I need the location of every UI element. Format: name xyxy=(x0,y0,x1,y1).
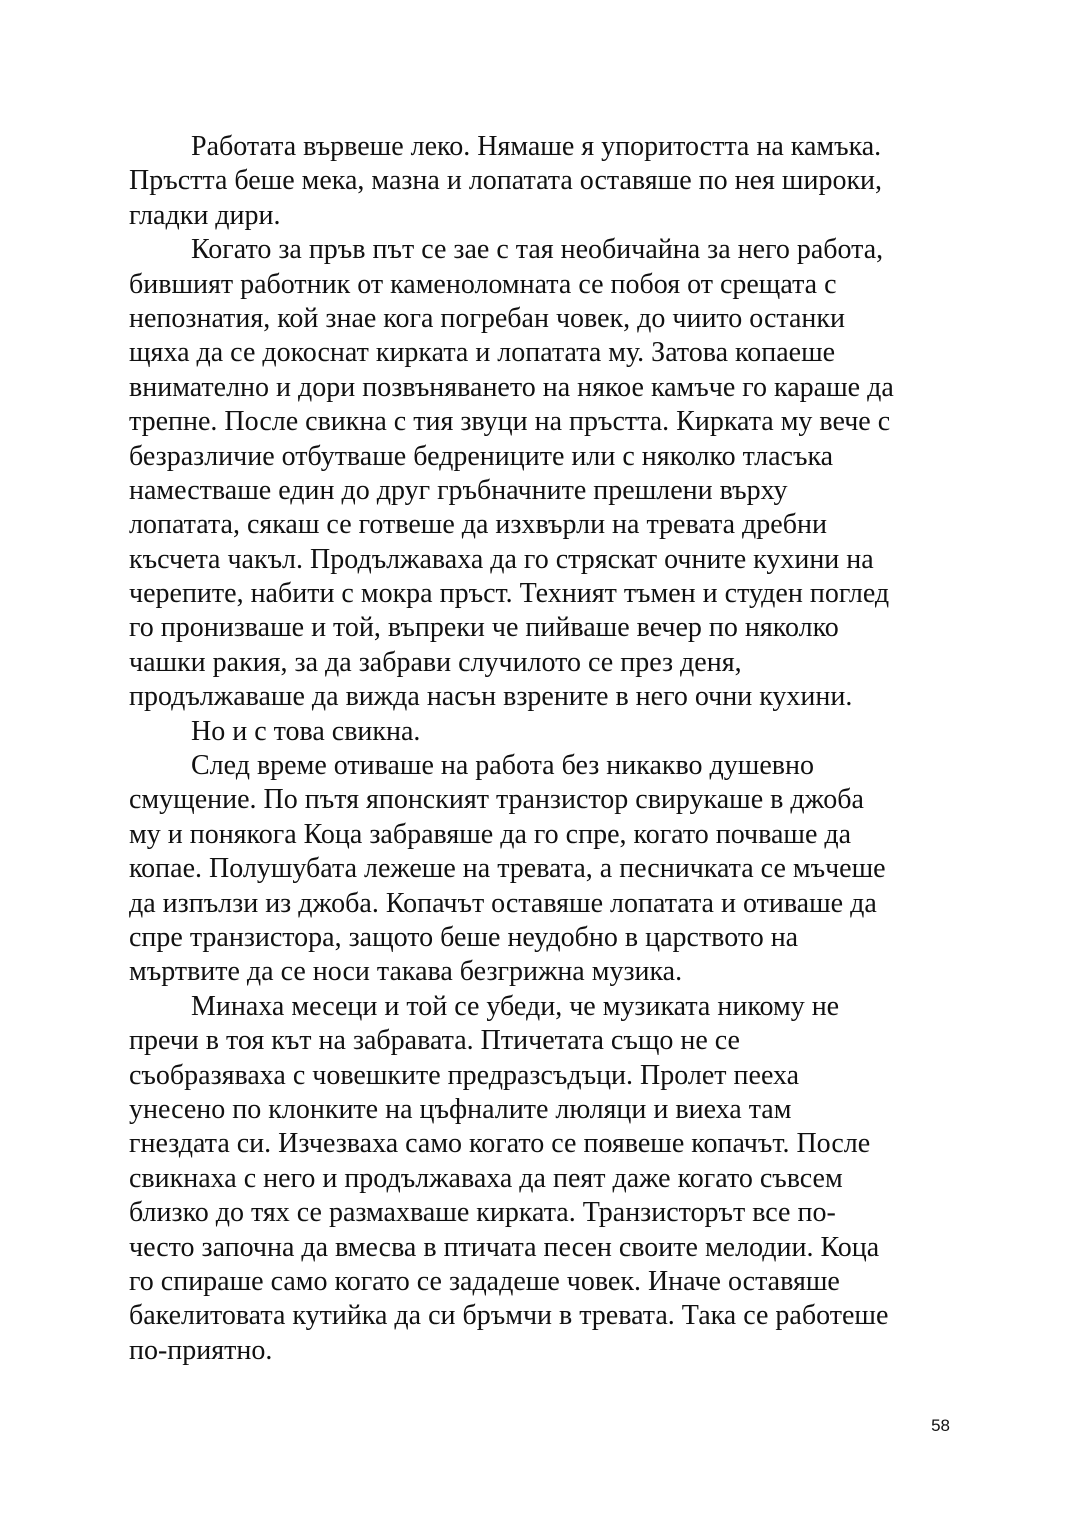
text-line: наместваше един до друг гръбначните прешлени върху xyxy=(129,474,788,506)
text-line: бившият работник от каменоломната се побоя от срещата с xyxy=(129,268,837,300)
text-line: мъртвите да се носи такава безгрижна музика. xyxy=(129,956,683,988)
text-line: късчета чакъл. Продължаваха да го стряскат очните кухини на xyxy=(129,543,874,575)
text-line: свикнаха с него и продължаваха да пеят даже когато съвсем xyxy=(129,1162,843,1194)
text-line: го спираше само когато се зададеше човек. Иначе оставяше xyxy=(129,1265,840,1297)
text-line: гнездата си. Изчезваха само когато се появеше копачът. После xyxy=(129,1128,871,1160)
text-line: близко до тях се размахваше кирката. Транзисторът все по- xyxy=(129,1197,836,1229)
text-line: съобразяваха с човешките предразсъдъци. Пролет пееха xyxy=(129,1059,800,1091)
text-line: спре транзистора, защото беше неудобно в царството на xyxy=(129,921,799,953)
text-line: по-приятно. xyxy=(129,1334,273,1366)
text-line: Когато за пръв път се зае с тая необичайна за него работа, xyxy=(191,234,884,266)
text-line: продължаваше да вижда насън взрените в него очни кухини. xyxy=(129,681,853,713)
text-line: бакелитовата кутийка да си бръмчи в тревата. Така се работеше xyxy=(129,1300,889,1332)
text-line: пречи в тоя кът на забравата. Птичетата също не се xyxy=(129,1025,740,1057)
text-line: лопатата, сякаш се готвеше да изхвърли на тревата дребни xyxy=(129,509,827,541)
text-line: гладки дири. xyxy=(129,199,281,231)
text-line: му и понякога Коца забравяше да го спре, когато почваше да xyxy=(129,818,852,850)
text-line: Работата вървеше леко. Нямаше я упоритостта на камъка. xyxy=(191,131,882,162)
text-line: След време отиваше на работа без никакво душевно xyxy=(191,750,814,782)
text-line: щяха да се докоснат кирката и лопатата му. Затова копаеше xyxy=(129,337,836,369)
text-line: често започна да вмесва в птичата песен своите мелодии. Коца xyxy=(129,1231,880,1263)
text-line: трепне. После свикна с тия звуци на пръстта. Кирката му вече с xyxy=(129,406,891,438)
text-line: да изпълзи из джоба. Копачът оставяше лопатата и отиваше да xyxy=(129,887,877,919)
text-line: внимателно и дори позвъняването на някое камъче го караше да xyxy=(129,371,894,403)
text-line: Минаха месеци и той се убеди, че музиката никому не xyxy=(191,990,840,1022)
text-line: чашки ракия, за да забрави случилото се през деня, xyxy=(129,646,742,678)
text-line: безразличие отбутваше бедрениците или с няколко тласъка xyxy=(129,440,834,472)
text-line: копае. Полушубата лежеше на тревата, а песничката се мъчеше xyxy=(129,853,886,885)
text-line: смущение. По пътя японският транзистор свирукаше в джоба xyxy=(129,784,864,816)
page-number: 58 xyxy=(931,1416,950,1435)
text-line: Но и с това свикна. xyxy=(191,715,421,747)
text-line: непознатия, кой знае кога погребан човек, до чиито останки xyxy=(129,302,845,334)
text-line: го пронизваше и той, въпреки че пийваше вечер по няколко xyxy=(129,612,839,644)
body-text xyxy=(129,130,951,1368)
text-line: унесено по клонките на цъфналите люляци и виеха там xyxy=(129,1093,792,1125)
text-line: черепите, набити с мокра пръст. Техният тъмен и студен поглед xyxy=(129,578,890,610)
text-line: Пръстта беше мека, мазна и лопатата оставяше по нея широки, xyxy=(129,165,883,197)
